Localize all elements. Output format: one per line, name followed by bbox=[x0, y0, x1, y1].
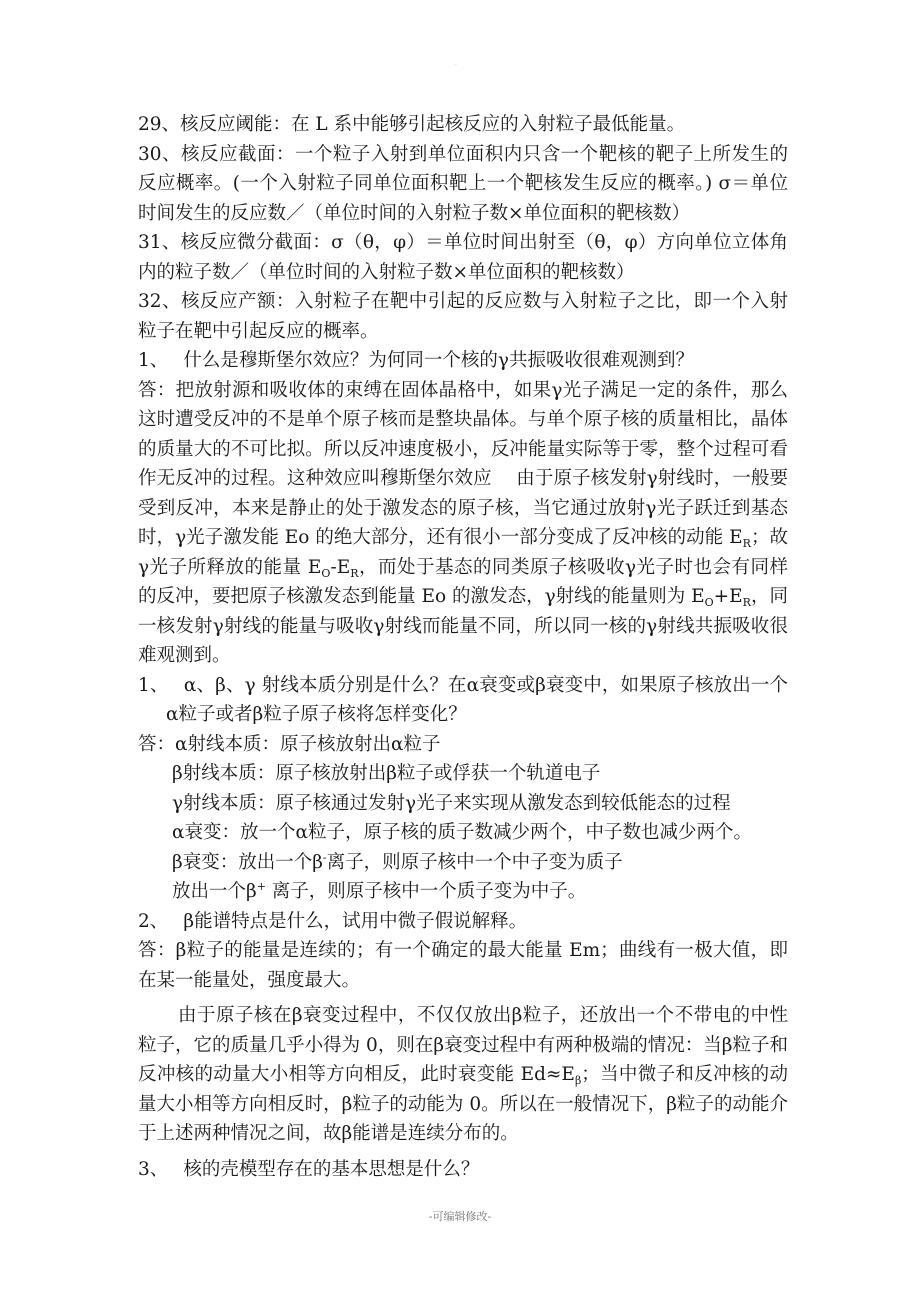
subscript: β bbox=[574, 1074, 582, 1087]
definition-29: 29、核反应阈能：在 L 系中能够引起核反应的入射粒子最低能量。 bbox=[138, 114, 686, 135]
question-shell-model: 3、 核的壳模型存在的基本思想是什么？ bbox=[138, 1158, 480, 1180]
question-mossbauer: 1、 什么是穆斯堡尔效应？为何同一个核的γ共振吸收很难观测到？ bbox=[138, 350, 694, 371]
answer-beta-nature: β射线本质：原子核放射出β粒子或俘获一个轨道电子 bbox=[172, 763, 601, 784]
subscript: R bbox=[742, 537, 751, 550]
answer-neutrino-hypothesis bbox=[138, 1001, 788, 1149]
answer-text: -E bbox=[330, 556, 351, 578]
answer-text: ；当中微子和反冲核的动量大小相等方向相反时，β粒子的动能为 0。所以在一般情况下，β粒子的动能介于上述两种情况之间，故β能谱是连续分布的。 bbox=[138, 1064, 788, 1144]
answer-text: 答：把放射源和吸收体的束缚在固体晶格中，如果γ光子满足一定的条件，那么这时遭受反冲的不是单个原子核而是整块晶体。与单个原子核的质量相比，晶体的质量大的不可比拟。所以反冲速度极小，反冲能量实际等于零，整个过程可看作无反冲的过程。这种效应叫穆斯堡尔效应 由于原子核发射γ射线时，一般要受到反冲，本来是静止的处于激发态的原子核，当它通过放射γ光子跃迁到基态时，γ光子激发能 Eo 的绝大部分，还有很小一部分变成了反冲核的动能 E bbox=[138, 379, 788, 548]
subscript: R bbox=[350, 566, 359, 580]
subscript: O bbox=[704, 596, 714, 609]
answer-beta-spectrum: 答：β粒子的能量是连续的；有一个确定的最大能量 Em；曲线有一极大值，即在某一能量处，强度最大。 bbox=[138, 940, 788, 991]
answer-text: ，而处于基态的同类原子核吸收γ光子时也会有同样的反冲，要把原子核激发态到能量 Eo 的激发态，γ射线的能量则为 E bbox=[138, 556, 788, 607]
answer-gamma-nature: γ射线本质：原子核通过发射γ光子来实现从激发态到较低能态的过程 bbox=[172, 792, 731, 814]
answer-mossbauer bbox=[138, 376, 788, 671]
question-beta-spectrum: 2、 β能谱特点是什么，试用中微子假说解释。 bbox=[138, 910, 528, 932]
document-body bbox=[138, 110, 788, 1184]
definition-32: 32、核反应产额：入射粒子在靶中引起的反应数与入射粒子之比，即一个入射粒子在靶中引起反应的概率。 bbox=[138, 291, 788, 342]
page-top-mark: . bbox=[455, 60, 457, 67]
answer-beta-plus-decay bbox=[138, 877, 788, 907]
answer-alpha-nature: 答：α射线本质：原子核放射出α粒子 bbox=[138, 733, 441, 755]
superscript: + bbox=[256, 880, 266, 893]
definition-30: 30、核反应截面：一个粒子入射到单位面积内只含一个靶核的靶子上所发生的反应概率。(一个入射粒子同单位面积靶上一个靶核发生反应的概率。) σ＝单位时间发生的反应数／（单位时间的入射粒子数×单位面积的靶核数） bbox=[138, 143, 788, 224]
definition-31: 31、核反应微分截面：σ（θ，φ）＝单位时间出射至（θ，φ）方向单位立体角内的粒子数／（单位时间的入射粒子数×单位面积的靶核数） bbox=[138, 232, 788, 283]
answer-text: ，同一核发射γ射线的能量与吸收γ射线而能量不同，所以同一核的γ射线共振吸收很难观测到。 bbox=[138, 586, 788, 666]
answer-text: 离子，则原子核中一个质子变为中子。 bbox=[265, 881, 587, 902]
answer-text: 离子，则原子核中一个中子变为质子 bbox=[326, 851, 623, 873]
answer-beta-minus-decay bbox=[138, 848, 788, 878]
answer-text: 放出一个β bbox=[172, 881, 257, 902]
superscript: - bbox=[322, 850, 327, 864]
subscript: O bbox=[321, 566, 331, 580]
page-footer: -可编辑修改- bbox=[428, 1210, 492, 1223]
answer-text: ；故γ光子所释放的能量 E bbox=[138, 527, 788, 578]
question-radiation-nature: 1、 α、β、γ 射线本质分别是什么？在α衰变或β衰变中，如果原子核放出一个α粒子或者β粒子原子核将怎样变化？ bbox=[138, 674, 788, 725]
answer-text: +E bbox=[713, 586, 743, 607]
answer-text: 由于原子核在β衰变过程中，不仅仅放出β粒子，还放出一个不带电的中性粒子，它的质量几乎小得为 0，则在β衰变过程中有两种极端的情况：当β粒子和反冲核的动量大小相等方向相反，此时衰变能 Ed≈E bbox=[138, 1005, 788, 1085]
answer-alpha-decay: α衰变：放一个α粒子，原子核的质子数减少两个，中子数也减少两个。 bbox=[172, 822, 752, 843]
answer-text: β衰变：放出一个β bbox=[172, 851, 323, 873]
subscript: R bbox=[742, 596, 751, 609]
